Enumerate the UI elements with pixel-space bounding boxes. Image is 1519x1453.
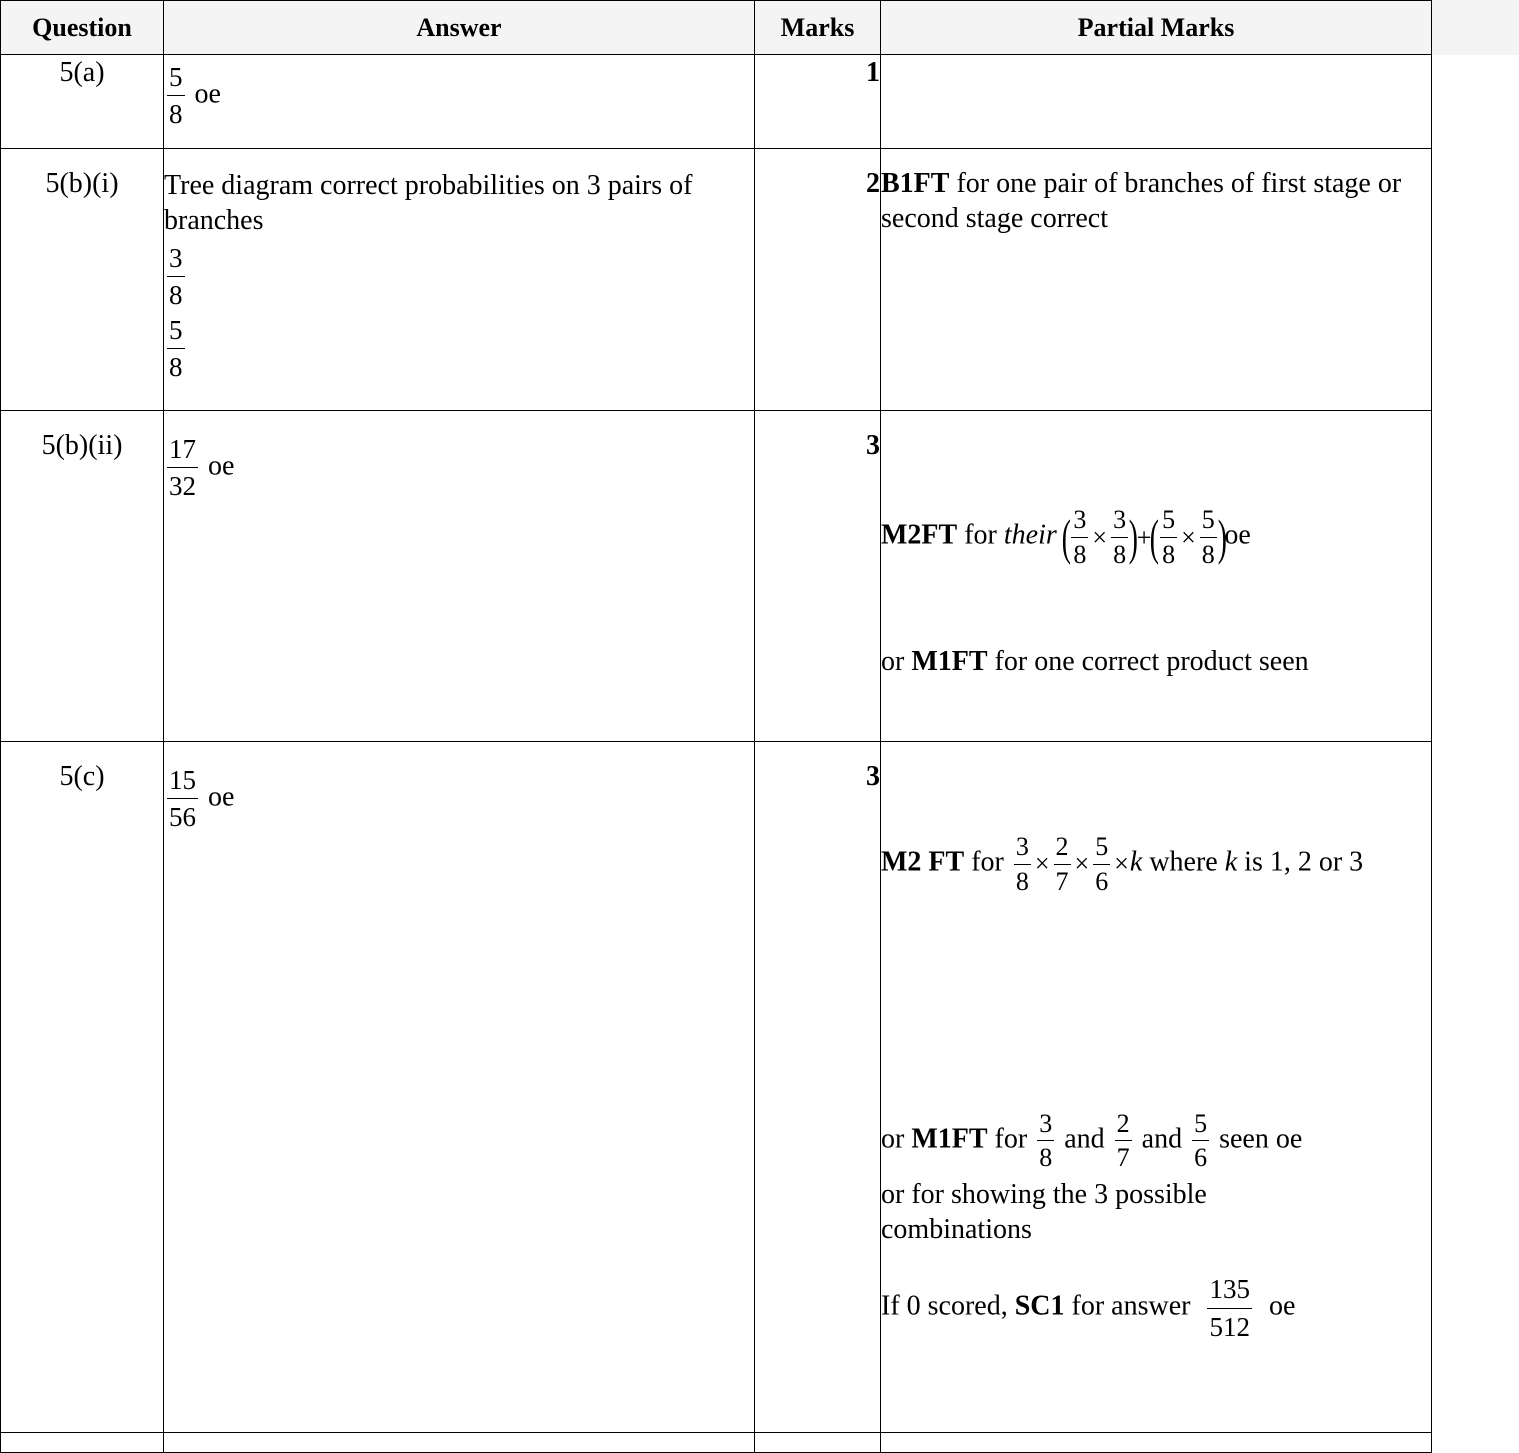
answer-cell — [164, 742, 755, 1433]
marks-cell — [755, 1433, 881, 1453]
header-marks: Marks — [755, 1, 881, 55]
marks-cell: 1 — [755, 55, 881, 149]
special-case: If 0 scored, SC1 for answer $\frac{135}{512}$ oe — [881, 1271, 1431, 1345]
fraction: $\frac{135}{512}$ — [1209, 1274, 1250, 1342]
answer-cell — [164, 55, 755, 149]
table-row — [1, 411, 1432, 742]
mark-code: M2FT — [881, 519, 958, 551]
fraction: $\frac{5}{6}$ — [1095, 832, 1109, 896]
header-answer: Answer — [164, 1, 755, 55]
fraction: $\frac{5}{8}$ — [1201, 505, 1215, 569]
answer-fraction: $\frac{5}{8}$ — [169, 314, 183, 383]
marks-cell: 3 — [755, 742, 881, 1433]
partial-mark-m2: M2FT for their ( $\frac{3}{8}$ × $\frac{3}{8}$ )+( $\frac{5}{8}$ × $\frac{5}{8}$ )oe — [881, 411, 1431, 572]
answer-fraction: $\frac{15}{56}$ — [169, 765, 196, 833]
header-question: Question — [1, 1, 164, 55]
question-number: 5(b)(ii) — [1, 411, 164, 742]
answer-suffix: oe — [208, 450, 235, 482]
combinations-text: or for showing the 3 possible combinations — [881, 1179, 1207, 1246]
mark-code: SC1 — [1014, 1290, 1065, 1322]
mark-code: M1FT — [911, 1123, 988, 1155]
table-row — [1, 1433, 1432, 1453]
left-paren: ( — [1150, 509, 1160, 566]
fraction: $\frac{3}{8}$ — [1015, 832, 1029, 896]
question-number: 5(a) — [1, 55, 164, 149]
answer-fraction: $\frac{3}{8}$ — [169, 243, 183, 311]
marks-cell: 2 — [755, 149, 881, 411]
fraction: $\frac{3}{8}$ — [1113, 505, 1127, 569]
answer-cell — [164, 411, 755, 742]
partial-mark-b1: B1FT for one pair of branches of first stage or second stage correct — [881, 168, 1402, 234]
answer-suffix: oe — [194, 78, 221, 110]
mark-code: M2 FT — [881, 846, 965, 878]
fraction: $\frac{3}{8}$ — [1073, 505, 1087, 569]
partial-mark-m2: M2 FT for $\frac{3}{8}$ × $\frac{2}{7}$ × $\frac{5}{6}$ ×k where k is 1, 2 or 3 — [881, 742, 1431, 899]
table-row — [1, 55, 1432, 149]
fraction: $\frac{2}{7}$ — [1116, 1108, 1130, 1173]
fraction: $\frac{2}{7}$ — [1055, 832, 1069, 896]
table-row — [1, 149, 1432, 411]
answer-suffix: oe — [208, 781, 235, 813]
answer-text: Tree diagram correct probabilities on 3 pairs of branches — [164, 170, 693, 236]
partial-mark-m1: or M1FT for one correct product seen — [881, 645, 1309, 677]
fraction: $\frac{3}{8}$ — [1039, 1108, 1053, 1173]
mark-code: B1FT — [881, 168, 950, 199]
partial-mark-m1: or M1FT for $\frac{3}{8}$ and $\frac{2}{7}$ and $\frac{5}{6}$ seen oe — [881, 1107, 1431, 1176]
fraction: $\frac{5}{8}$ — [1162, 505, 1176, 569]
answer-cell — [164, 1433, 755, 1453]
header-row — [1, 1, 1432, 55]
mark-code: M1FT — [911, 645, 988, 677]
header-margin-strip — [1431, 0, 1519, 55]
partial-marks-cell — [881, 1433, 1432, 1453]
partial-marks-cell — [881, 411, 1432, 742]
fraction: $\frac{5}{6}$ — [1194, 1108, 1208, 1173]
answer-fraction: $\frac{17}{32}$ — [169, 434, 196, 502]
marks-cell: 3 — [755, 411, 881, 742]
partial-marks-cell — [881, 55, 1432, 149]
question-number: 5(b)(i) — [1, 149, 164, 411]
right-paren: ) — [1217, 509, 1227, 566]
header-partial-marks: Partial Marks — [881, 1, 1432, 55]
partial-marks-cell — [881, 149, 1432, 411]
table-row — [1, 742, 1432, 1433]
partial-marks-cell — [881, 742, 1432, 1433]
answer-cell — [164, 149, 755, 411]
question-number: 5(c) — [1, 742, 164, 1433]
left-paren: ( — [1061, 509, 1071, 566]
right-paren: ) — [1128, 509, 1139, 566]
question-number — [1, 1433, 164, 1453]
answer-fraction: $\frac{5}{8}$ — [169, 62, 183, 130]
